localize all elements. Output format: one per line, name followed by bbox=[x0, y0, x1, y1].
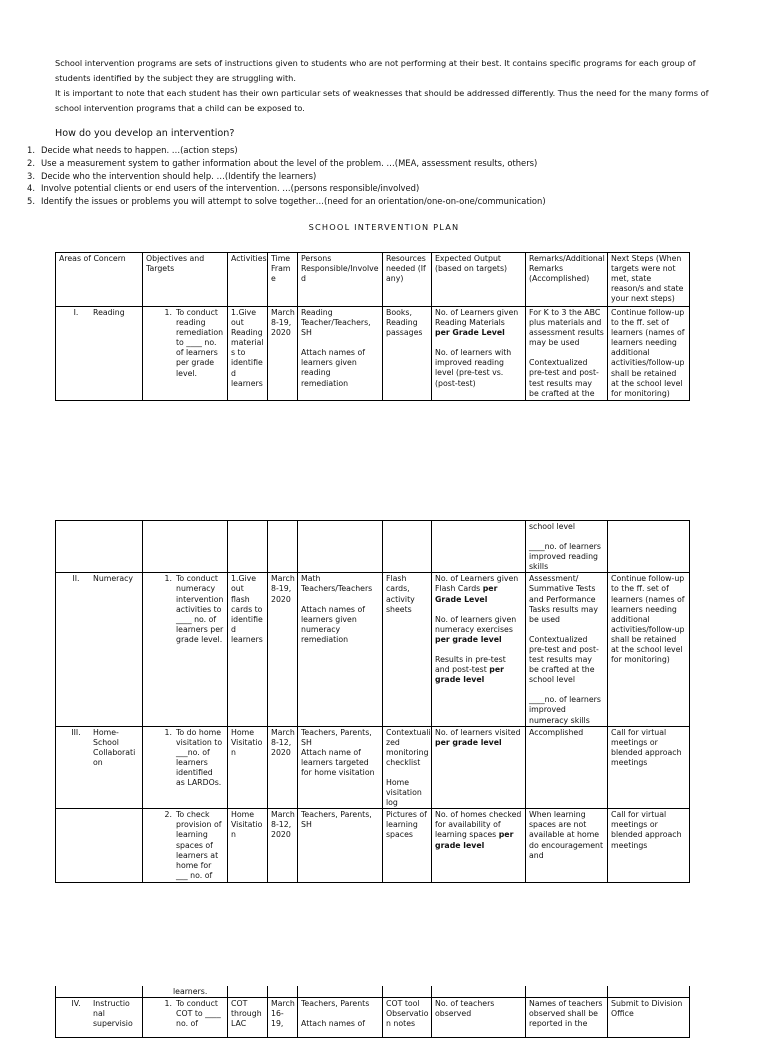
header-resources: Resources needed (If any) bbox=[383, 253, 432, 307]
table-cell: Call for virtual meetings or blended approach meetings bbox=[608, 809, 690, 883]
plan-table-part-1 bbox=[55, 252, 690, 401]
header-areas: Areas of Concern bbox=[56, 253, 143, 307]
table-cell: March 8-19, 2020 bbox=[268, 573, 298, 726]
table-cell: Home Visitatio n bbox=[228, 809, 268, 883]
intro-paragraph-2: It is important to note that each student has their own particular sets of weaknesses that should be addressed differently. Thus the need for the many forms of school intervention programs that a child can be exposed to. bbox=[55, 88, 709, 113]
table-cell bbox=[608, 521, 690, 573]
table-cell: When learning spaces are not available at home do encouragement and bbox=[526, 809, 608, 883]
table-cell: school level ____no. of learners improved reading skills bbox=[526, 521, 608, 573]
table-cell: Teachers, Parents, SH bbox=[298, 809, 383, 883]
table-cell bbox=[56, 809, 143, 883]
table-cell: March 16-19, bbox=[268, 998, 298, 1038]
intro-text bbox=[55, 56, 715, 116]
plan-table-part-3 bbox=[55, 986, 690, 1038]
table-cell: Assessment/ Summative Tests and Performance Tasks results may be used Contextualized pre-test and post-test results may be crafted at the school level ____no. of learners improved numeracy skills bbox=[526, 573, 608, 726]
table-cell bbox=[298, 986, 383, 998]
table-cell bbox=[228, 986, 268, 998]
table-cell: No. of learners visited per grade level bbox=[432, 726, 526, 809]
header-time: Time Fram e bbox=[268, 253, 298, 307]
table-row bbox=[56, 726, 690, 809]
table-row bbox=[56, 986, 690, 998]
table-cell bbox=[143, 521, 228, 573]
table-cell: Reading Teacher/Teachers, SH Attach names of learners given reading remediation bbox=[298, 307, 383, 401]
table-cell bbox=[228, 521, 268, 573]
plan-title: SCHOOL INTERVENTION PLAN bbox=[308, 222, 460, 232]
list-item: 4. Involve potential clients or end users of the intervention. …(persons responsible/involved) bbox=[27, 183, 420, 194]
table-cell: Continue follow-up to the ff. set of learners (names of learners needing additional activities/follow-up shall be retained at the school level for monitoring) bbox=[608, 573, 690, 726]
table-cell bbox=[608, 986, 690, 998]
table-header-row bbox=[56, 253, 690, 307]
table-cell: Books, Reading passages bbox=[383, 307, 432, 401]
table-cell: Call for virtual meetings or blended approach meetings bbox=[608, 726, 690, 809]
table-cell: 1.Give out flash cards to identifie d learners bbox=[228, 573, 268, 726]
table-cell: COT through LAC bbox=[228, 998, 268, 1038]
table-cell: Continue follow-up to the ff. set of learners (names of learners needing additional activities/follow-up shall be retained at the school level for monitoring) bbox=[608, 307, 690, 401]
list-item: 2. Use a measurement system to gather information about the level of the problem. …(MEA, assessment results, others) bbox=[27, 157, 538, 168]
table-cell: I. Reading bbox=[56, 307, 143, 401]
list-item: 5. Identify the issues or problems you will attempt to solve together…(need for an orientation/one-on-one/communication) bbox=[27, 196, 546, 207]
area-home-school: Home-School Collaborati on bbox=[93, 727, 136, 767]
intro-paragraph-1: School intervention programs are sets of instructions given to students who are not performing at their best. It contains specific programs for each group of students identified by the subject they are struggling with. bbox=[55, 58, 696, 83]
table-cell bbox=[383, 986, 432, 998]
table-cell bbox=[432, 986, 526, 998]
table-row bbox=[56, 521, 690, 573]
table-cell: For K to 3 the ABC plus materials and assessment results may be used Contextualized pre-test and post-test results may be crafted at the bbox=[526, 307, 608, 401]
table-cell: No. of teachers observed bbox=[432, 998, 526, 1038]
table-cell: 1.Give out Reading material s to identifie d learners bbox=[228, 307, 268, 401]
list-item: 3. Decide who the intervention should help. …(Identify the learners) bbox=[27, 170, 317, 181]
table-cell: Names of teachers observed shall be reported in the bbox=[526, 998, 608, 1038]
plan-table-part-2 bbox=[55, 520, 690, 883]
header-activities: Activities bbox=[228, 253, 268, 307]
table-cell: 2. To check provision of learning spaces of learners at home for ___ no. of bbox=[143, 809, 228, 883]
table-cell: Pictures of learning spaces bbox=[383, 809, 432, 883]
table-cell bbox=[268, 986, 298, 998]
table-cell: Submit to Division Office bbox=[608, 998, 690, 1038]
table-cell bbox=[268, 521, 298, 573]
table-cell: March 8-12, 2020 bbox=[268, 726, 298, 809]
question-heading: How do you develop an intervention? bbox=[55, 128, 235, 139]
table-row bbox=[56, 307, 690, 401]
table-cell: 1. To conduct numeracy intervention activities to ____ no. of learners per grade level. bbox=[143, 573, 228, 726]
area-reading: Reading bbox=[93, 308, 125, 317]
header-objectives: Objectives and Targets bbox=[143, 253, 228, 307]
table-cell: Math Teachers/Teachers Attach names of learners given numeracy remediation bbox=[298, 573, 383, 726]
table-cell bbox=[383, 521, 432, 573]
table-cell: learners. bbox=[143, 986, 228, 998]
table-cell: Contextuali zed monitoring checklist Home visitation log bbox=[383, 726, 432, 809]
table-cell: March 8-19, 2020 bbox=[268, 307, 298, 401]
table-cell: 1. To conduct COT to ____ no. of bbox=[143, 998, 228, 1038]
table-row bbox=[56, 998, 690, 1038]
table-cell: 1. To conduct reading remediation to ____ no. of learners per grade level. bbox=[143, 307, 228, 401]
table-cell bbox=[56, 521, 143, 573]
table-cell: No. of Learners given Reading Materials per Grade Level No. of learners with improved reading level (pre-test vs. (post-test) bbox=[432, 307, 526, 401]
table-row bbox=[56, 809, 690, 883]
table-cell bbox=[526, 986, 608, 998]
list-item: 1. Decide what needs to happen. …(action steps) bbox=[27, 145, 238, 155]
area-supervision: Instructio nal supervisio bbox=[93, 999, 133, 1029]
table-cell: No. of homes checked for availability of learning spaces per grade level bbox=[432, 809, 526, 883]
table-cell: No. of Learners given Flash Cards per Grade Level No. of learners given numeracy exercises per grade level Results in pre-test and post-test per grade level bbox=[432, 573, 526, 726]
table-cell bbox=[432, 521, 526, 573]
area-numeracy: Numeracy bbox=[93, 574, 134, 584]
header-persons: Persons Responsible/Involve d bbox=[298, 253, 383, 307]
header-next: Next Steps (When targets were not met, state reason/s and state your next steps) bbox=[608, 253, 690, 307]
table-cell: 1. To do home visitation to ___no. of learners identified as LARDOs. bbox=[143, 726, 228, 809]
table-cell: IV. Instructio nal supervisio bbox=[56, 998, 143, 1038]
header-output: Expected Output (based on targets) bbox=[432, 253, 526, 307]
table-cell: Accomplished bbox=[526, 726, 608, 809]
steps-list bbox=[27, 144, 727, 208]
table-cell: II. Numeracy bbox=[56, 573, 143, 726]
table-cell bbox=[56, 986, 143, 998]
table-cell bbox=[298, 521, 383, 573]
table-cell: March 8-12, 2020 bbox=[268, 809, 298, 883]
table-row bbox=[56, 573, 690, 726]
table-cell: III. Home-School Collaborati on bbox=[56, 726, 143, 809]
header-remarks: Remarks/Additional Remarks (Accomplished) bbox=[526, 253, 608, 307]
table-cell: Teachers, Parents, SH Attach name of learners targeted for home visitation bbox=[298, 726, 383, 809]
table-cell: Flash cards, activity sheets bbox=[383, 573, 432, 726]
table-cell: Home Visitatio n bbox=[228, 726, 268, 809]
table-cell: COT tool Observatio n notes bbox=[383, 998, 432, 1038]
table-cell: Teachers, Parents Attach names of bbox=[298, 998, 383, 1038]
